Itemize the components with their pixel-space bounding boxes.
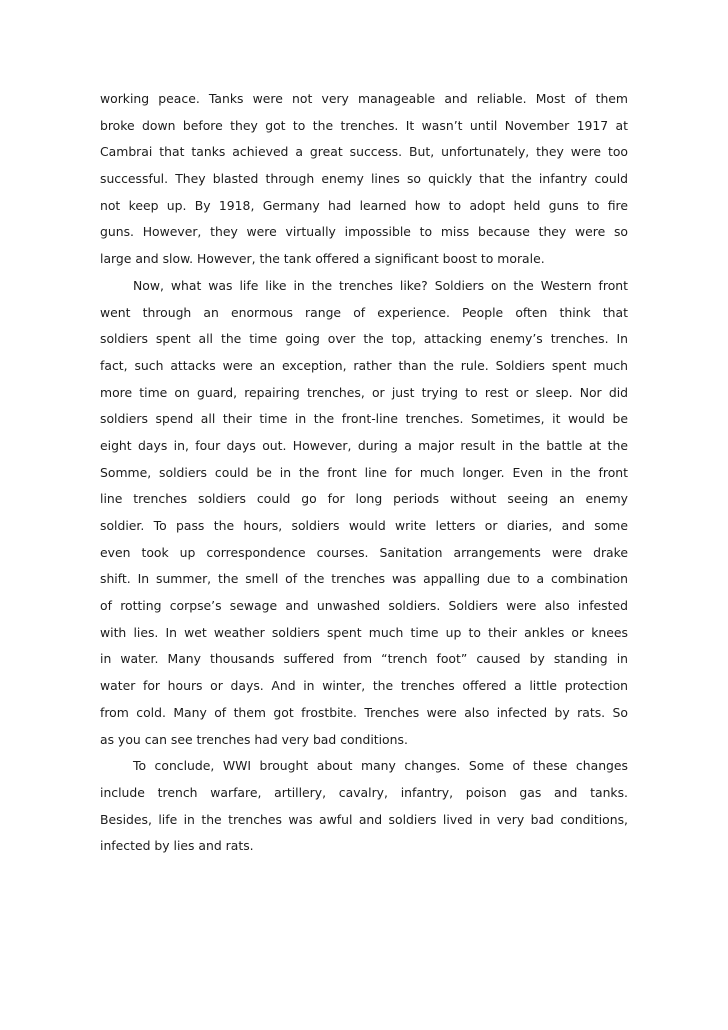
text-line: Somme, soldiers could be in the front line for much longer. Even in the front	[100, 464, 628, 480]
text-line: soldiers spent all the time going over the top, attacking enemy’s trenches. In	[100, 331, 628, 347]
text-line: more time on guard, repairing trenches, or just trying to rest or sleep. Nor did	[100, 384, 628, 400]
text-line: broke down before they got to the trenches. It wasn’t until November 1917 at	[100, 117, 628, 133]
text-line: working peace. Tanks were not very manageable and reliable. Most of them	[100, 91, 628, 106]
text-line: infected by lies and rats.	[100, 838, 254, 854]
text-line: eight days in, four days out. However, during a major result in the battle at the	[100, 437, 628, 453]
paragraph	[100, 753, 628, 860]
text-line: of rotting corpse’s sewage and unwashed soldiers. Soldiers were also infested	[100, 598, 628, 614]
paragraph	[100, 86, 628, 273]
text-line: Cambrai that tanks achieved a great success. But, unfortunately, they were too	[100, 144, 628, 160]
text-line: even took up correspondence courses. Sanitation arrangements were drake	[100, 544, 628, 560]
text-line: shift. In summer, the smell of the trenches was appalling due to a combination	[100, 571, 628, 587]
text-line: line trenches soldiers could go for long periods without seeing an enemy	[100, 491, 628, 507]
document-text	[100, 86, 628, 860]
text-line: To conclude, WWI brought about many changes. Some of these changes	[133, 758, 628, 774]
text-line: fact, such attacks were an exception, rather than the rule. Soldiers spent much	[100, 357, 628, 373]
text-line: large and slow. However, the tank offered a significant boost to morale.	[100, 251, 545, 267]
text-line: soldier. To pass the hours, soldiers would write letters or diaries, and some	[100, 518, 628, 533]
text-line: with lies. In wet weather soldiers spent much time up to their ankles or knees	[100, 624, 628, 640]
text-line: guns. However, they were virtually impossible to miss because they were so	[100, 224, 628, 240]
text-line: Besides, life in the trenches was awful and soldiers lived in very bad conditions,	[100, 811, 628, 827]
text-line: Now, what was life like in the trenches like? Soldiers on the Western front	[133, 277, 628, 293]
paragraph	[100, 273, 628, 753]
text-line: in water. Many thousands suffered from “trench foot” caused by standing in	[100, 651, 628, 667]
text-line: soldiers spend all their time in the front-line trenches. Sometimes, it would be	[100, 411, 628, 427]
text-line: successful. They blasted through enemy lines so quickly that the infantry could	[100, 171, 628, 187]
text-line: include trench warfare, artillery, cavalry, infantry, poison gas and tanks.	[100, 784, 628, 800]
text-line: water for hours or days. And in winter, the trenches offered a little protection	[100, 678, 628, 694]
text-line: from cold. Many of them got frostbite. Trenches were also infected by rats. So	[100, 704, 628, 720]
text-line: not keep up. By 1918, Germany had learned how to adopt held guns to fire	[100, 197, 628, 213]
text-line: went through an enormous range of experience. People often think that	[100, 304, 628, 320]
text-line: as you can see trenches had very bad conditions.	[100, 731, 408, 747]
